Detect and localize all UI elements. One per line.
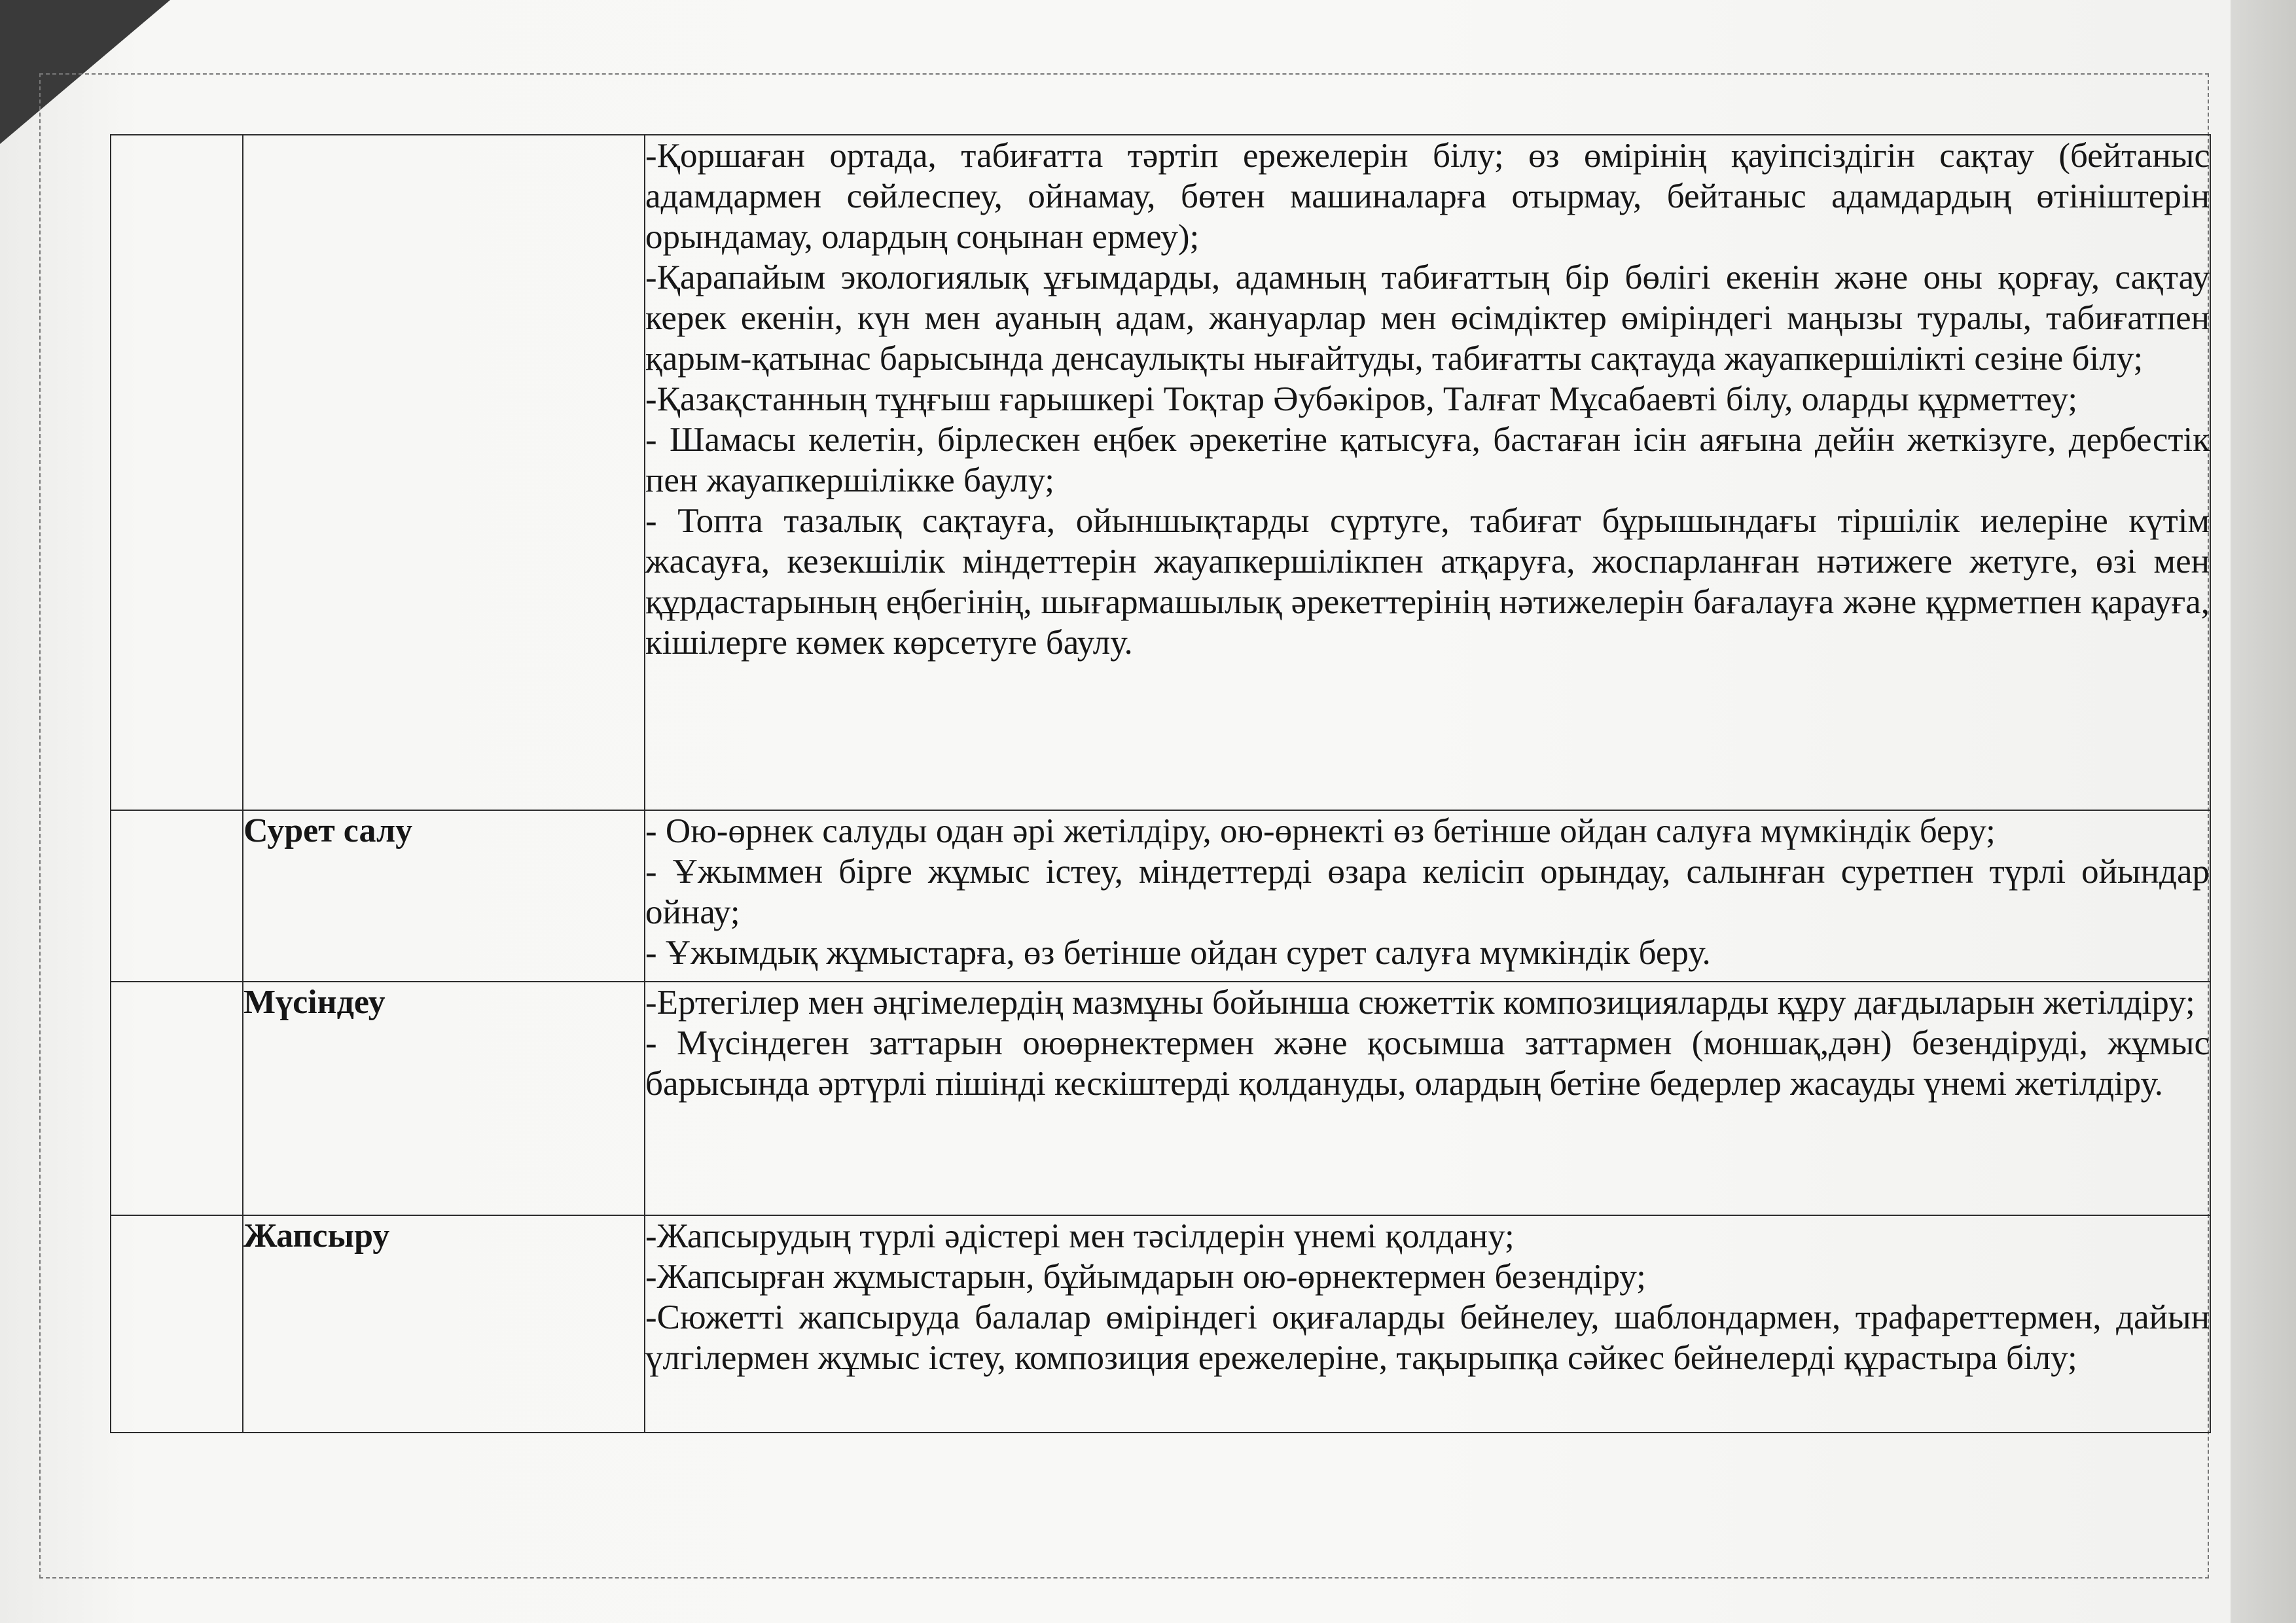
subject-cell (243, 135, 645, 810)
objective-item: - Топта тазалық сақтауға, ойыншықтарды сүртуге, табиғат бұрышындағы тіршілік иелеріне күтім жасауға, кезекшілік міндеттерін жауапкершілікпен атқаруға, жоспарланған нәтижеге жетуге, өзі мен құрдастарының еңбегінің, шығармашылық әрекеттерінің нәтижелерін бағалауға және құрметпен қарауға, кішілерге көмек көрсетуге баулу. (645, 502, 2210, 662)
objective-item: -Жапсырудың түрлі әдістері мен тәсілдерін үнемі қолдану; (645, 1217, 1515, 1255)
subject-cell (243, 982, 645, 1215)
table-row (111, 135, 2210, 810)
scan-edge (2231, 0, 2296, 1623)
subject-cell (243, 1215, 645, 1433)
table-row (111, 982, 2210, 1215)
empty-cell (111, 810, 243, 982)
subject-label: Жапсыру (243, 1217, 390, 1255)
objectives-cell (645, 982, 2210, 1215)
objective-item: -Қарапайым экологиялық ұғымдарды, адамның табиғаттың бір бөлігі екенін және оны қорғау, сақтау керек екенін, күн мен ауаның адам, жануарлар мен өсімдіктер өміріндегі маңызы туралы, табиғатпен қарым-қатынас барысында денсаулықты нығайтуды, табиғатты сақтауда жауапкершілікті сезіне білу; (645, 259, 2210, 378)
objectives-cell (645, 1215, 2210, 1433)
objective-item: - Мүсіндеген заттарын оюөрнектермен және қосымша заттармен (моншақ,дән) безендіруді, жұмыс барысында әртүрлі пішінді кескіштерді қолдануды, олардың бетіне бедерлер жасауды үнемі жетілдіру. (645, 1024, 2210, 1103)
objective-item: -Сюжетті жапсыруда балалар өміріндегі оқиғаларды бейнелеу, шаблондармен, трафареттермен, дайын үлгілермен жұмыс істеу, композиция ережелеріне, тақырыпқа сәйкес бейнелерді құрастыра білу; (645, 1298, 2210, 1377)
subject-cell (243, 810, 645, 982)
table-row (111, 1215, 2210, 1433)
objective-item: -Қоршаған ортада, табиғатта тәртіп ережелерін білу; өз өмірінің қауіпсіздігін сақтау (бейтаныс адамдармен сөйлеспеу, ойнамау, бөтен машиналарға отырмау, бейтаныс адамдардың өтініштерін орындамау, олардың соңынан ермеу); (645, 137, 2210, 256)
objective-item: - Ұжымдық жұмыстарға, өз бетінше ойдан сурет салуға мүмкіндік беру. (645, 934, 1711, 972)
objective-item: - Ұжыммен бірге жұмыс істеу, міндеттерді өзара келісіп орындау, салынған суретпен түрлі ойындар ойнау; (645, 853, 2210, 931)
objectives-cell (645, 135, 2210, 810)
empty-cell (111, 1215, 243, 1433)
objectives-cell (645, 810, 2210, 982)
subject-label: Мүсіндеу (243, 984, 386, 1021)
objective-item: - Ою-өрнек салуды одан әрі жетілдіру, ою-өрнекті өз бетінше ойдан салуға мүмкіндік беру; (645, 812, 1996, 850)
table-row (111, 810, 2210, 982)
objective-item: -Ертегілер мен әңгімелердің мазмұны бойынша сюжеттік композицияларды құру дағдыларын жетілдіру; (645, 984, 2195, 1022)
curriculum-table (110, 134, 2211, 1433)
empty-cell (111, 982, 243, 1215)
objective-item: -Қазақстанның тұңғыш ғарышкері Тоқтар Әубәкіров, Талғат Мұсабаевті білу, оларды құрметтеу; (645, 380, 2078, 418)
subject-label: Сурет салу (243, 812, 413, 849)
objective-item: - Шамасы келетін, бірлескен еңбек әрекетіне қатысуға, бастаған ісін аяғына дейін жеткізуге, дербестік пен жауапкершілікке баулу; (645, 421, 2210, 499)
objective-item: -Жапсырған жұмыстарын, бұйымдарын ою-өрнектермен безендіру; (645, 1258, 1646, 1296)
empty-cell (111, 135, 243, 810)
